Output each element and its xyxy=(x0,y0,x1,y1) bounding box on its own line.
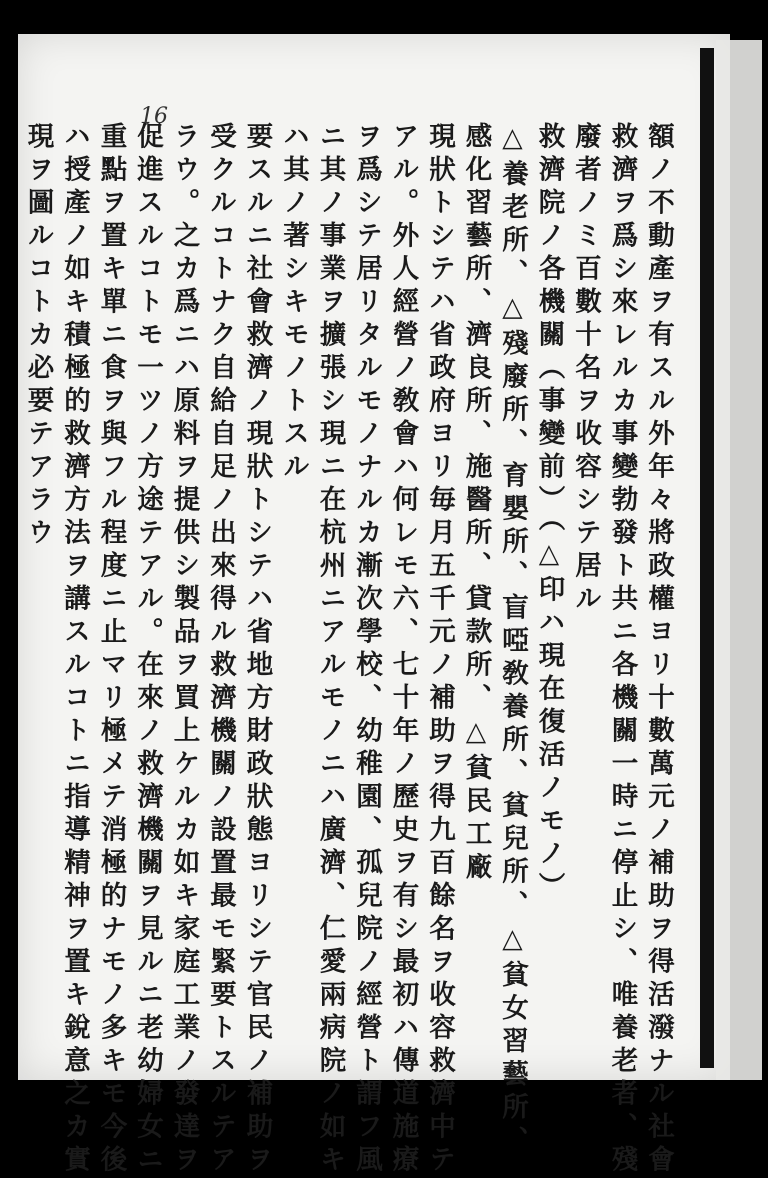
text-column: 重點ヲ置キ單ニ食ヲ與フル程度ニ止マリ極メテ消極的ナモノ多キモ今後 xyxy=(95,122,127,1178)
text-column: 受クルコトナク自給自足ノ出來得ル救濟機關ノ設置最モ緊要トスルテア xyxy=(205,122,236,1178)
text-column: 促進スルコトモ一ツノ方途テアル。在來ノ救濟機關ヲ見ルニ老幼婦女ニ xyxy=(132,122,163,1178)
text-column: 救濟院ノ各機關（事變前）（△印ハ現在復活ノモノ） xyxy=(533,122,565,906)
text-column: △養老所、△殘廢所、育嬰所、盲啞敎養所、貧兒所、△貧女習藝所、 xyxy=(497,122,528,1159)
text-column: 感化習藝所、濟良所、施醫所、貸款所、△貧民工廠 xyxy=(460,122,492,886)
facing-page-bleed xyxy=(716,40,762,1080)
text-column: 額ノ不動產ヲ有スル外年々將政權ヨリ十數萬元ノ補助ヲ得活潑ナル社會 xyxy=(643,122,674,1178)
text-column: ハ授產ノ如キ積極的救濟方法ヲ講スルコトニ指導精神ヲ置キ銳意之カ實 xyxy=(59,122,90,1178)
text-column: ラウ。之カ爲ニハ原料ヲ提供シ製品ヲ買上ケルカ如キ家庭工業ノ發達ヲ xyxy=(168,122,200,1178)
page-number: 16 xyxy=(140,104,168,129)
text-column: 廢者ノミ百數十名ヲ收容シテ居ル xyxy=(570,122,601,617)
text-column: 現狀トシテハ省政府ヨリ毎月五千元ノ補助ヲ得九百餘名ヲ收容救濟中テ xyxy=(424,122,455,1178)
text-column: ニ其ノ事業ヲ擴張シ現ニ在杭州ニアルモノニハ廣濟、仁愛兩病院ノ如キ xyxy=(314,122,346,1178)
text-column: 救濟ヲ爲シ來レルカ事變勃發ト共ニ各機關一時ニ停止シ、唯養老者、殘 xyxy=(606,122,638,1178)
text-column: ヲ爲シテ居リタルモノナルカ漸次學校、幼稚園、孤兒院ノ經營ト謂フ風 xyxy=(351,122,382,1178)
text-column: 現ヲ圖ルコトカ必要テアラウ xyxy=(22,122,54,551)
text-column: アル。外人經營ノ敎會ハ何レモ六、七十年ノ歷史ヲ有シ最初ハ傳道施療 xyxy=(387,122,419,1178)
page-binding-edge xyxy=(700,48,714,1068)
text-column: 要スルニ社會救濟ノ現狀トシテハ省地方財政狀態ヨリシテ官民ノ補助ヲ xyxy=(241,122,273,1178)
text-column: ハ其ノ著シキモノトスル xyxy=(278,122,309,485)
vertical-text-body xyxy=(19,122,676,1178)
